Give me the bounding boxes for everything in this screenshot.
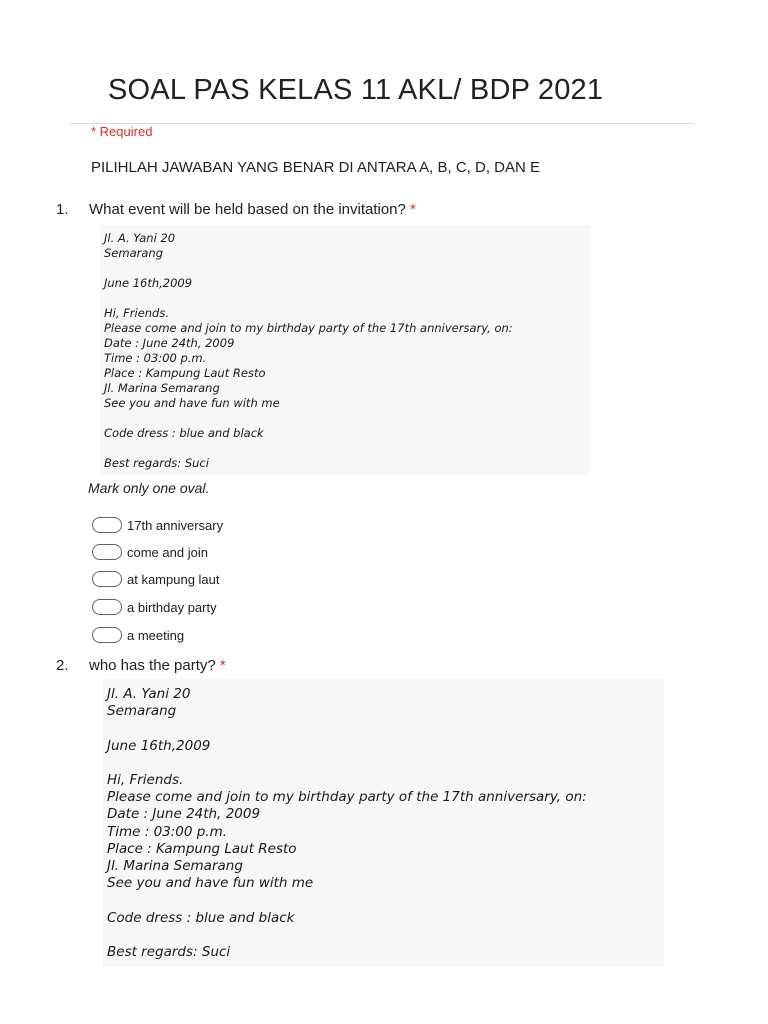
header-divider bbox=[70, 123, 694, 124]
option-1[interactable] bbox=[92, 515, 223, 535]
mark-only-one-note: Mark only one oval. bbox=[88, 480, 210, 496]
option-4[interactable] bbox=[92, 597, 217, 617]
letter-line: Place : Kampung Laut Resto bbox=[107, 840, 297, 857]
option-5[interactable] bbox=[92, 625, 184, 645]
option-label: 17th anniversary bbox=[127, 517, 224, 533]
letter-line: Hi, Friends. bbox=[107, 772, 184, 788]
radio-oval[interactable] bbox=[92, 599, 122, 615]
letter-line: Date : June 24th, 2009 bbox=[107, 806, 261, 823]
letter-line: Please come and join to my birthday party of the 17th anniversary, on: bbox=[104, 321, 513, 335]
letter-line: See you and have fun with me bbox=[107, 875, 314, 892]
letter-line: Jl. Marina Semarang bbox=[107, 858, 243, 874]
radio-oval[interactable] bbox=[92, 627, 122, 643]
letter-line: Semarang bbox=[104, 246, 163, 260]
radio-oval[interactable] bbox=[92, 571, 122, 587]
letter-line: Code dress : blue and black bbox=[104, 426, 264, 440]
form-title: SOAL PAS KELAS 11 AKL/ BDP 2021 bbox=[108, 74, 604, 106]
letter-line: See you and have fun with me bbox=[104, 396, 280, 410]
letter-line: Time : 03:00 p.m. bbox=[107, 823, 228, 840]
question-1-number: 1. bbox=[56, 201, 69, 218]
letter-line: Hi, Friends. bbox=[104, 306, 170, 320]
instruction-text: PILIHLAH JAWABAN YANG BENAR DI ANTARA A, B, C, D, DAN E bbox=[91, 159, 541, 176]
option-label: a meeting bbox=[127, 627, 185, 643]
option-3[interactable] bbox=[92, 569, 220, 589]
question-2-text: who has the party? bbox=[89, 657, 216, 674]
question-1-text: What event will be held based on the invitation? bbox=[89, 201, 406, 218]
option-label: a birthday party bbox=[127, 599, 217, 615]
required-star: * bbox=[219, 657, 226, 674]
required-note: * Required bbox=[91, 124, 153, 139]
letter-line: Time : 03:00 p.m. bbox=[104, 351, 207, 365]
option-label: at kampung laut bbox=[127, 571, 220, 587]
letter-line: Code dress : blue and black bbox=[107, 909, 295, 926]
option-label: come and join bbox=[127, 544, 208, 560]
letter-line: Date : June 24th, 2009 bbox=[104, 336, 235, 350]
invitation-letter-image bbox=[100, 225, 590, 475]
required-star: * bbox=[410, 201, 416, 218]
option-2[interactable] bbox=[92, 542, 208, 562]
letter-line: Jl. Marina Semarang bbox=[104, 381, 220, 395]
letter-line: June 16th,2009 bbox=[104, 276, 193, 290]
letter-line: Place : Kampung Laut Resto bbox=[104, 366, 266, 380]
letter-line: Jl. A. Yani 20 bbox=[107, 686, 191, 702]
letter-line: June 16th,2009 bbox=[107, 737, 211, 754]
letter-line: Semarang bbox=[107, 703, 177, 720]
radio-oval[interactable] bbox=[92, 544, 122, 560]
letter-line: Best regards: Suci bbox=[107, 944, 231, 960]
question-2-number: 2. bbox=[56, 657, 69, 674]
letter-line: Best regards: Suci bbox=[104, 456, 209, 470]
question-1-title bbox=[89, 201, 416, 218]
invitation-letter-image bbox=[103, 679, 664, 967]
radio-oval[interactable] bbox=[92, 517, 122, 533]
letter-line: Please come and join to my birthday party of the 17th anniversary, on: bbox=[107, 789, 587, 806]
question-2-title bbox=[89, 657, 226, 674]
letter-line: Jl. A. Yani 20 bbox=[104, 231, 176, 245]
